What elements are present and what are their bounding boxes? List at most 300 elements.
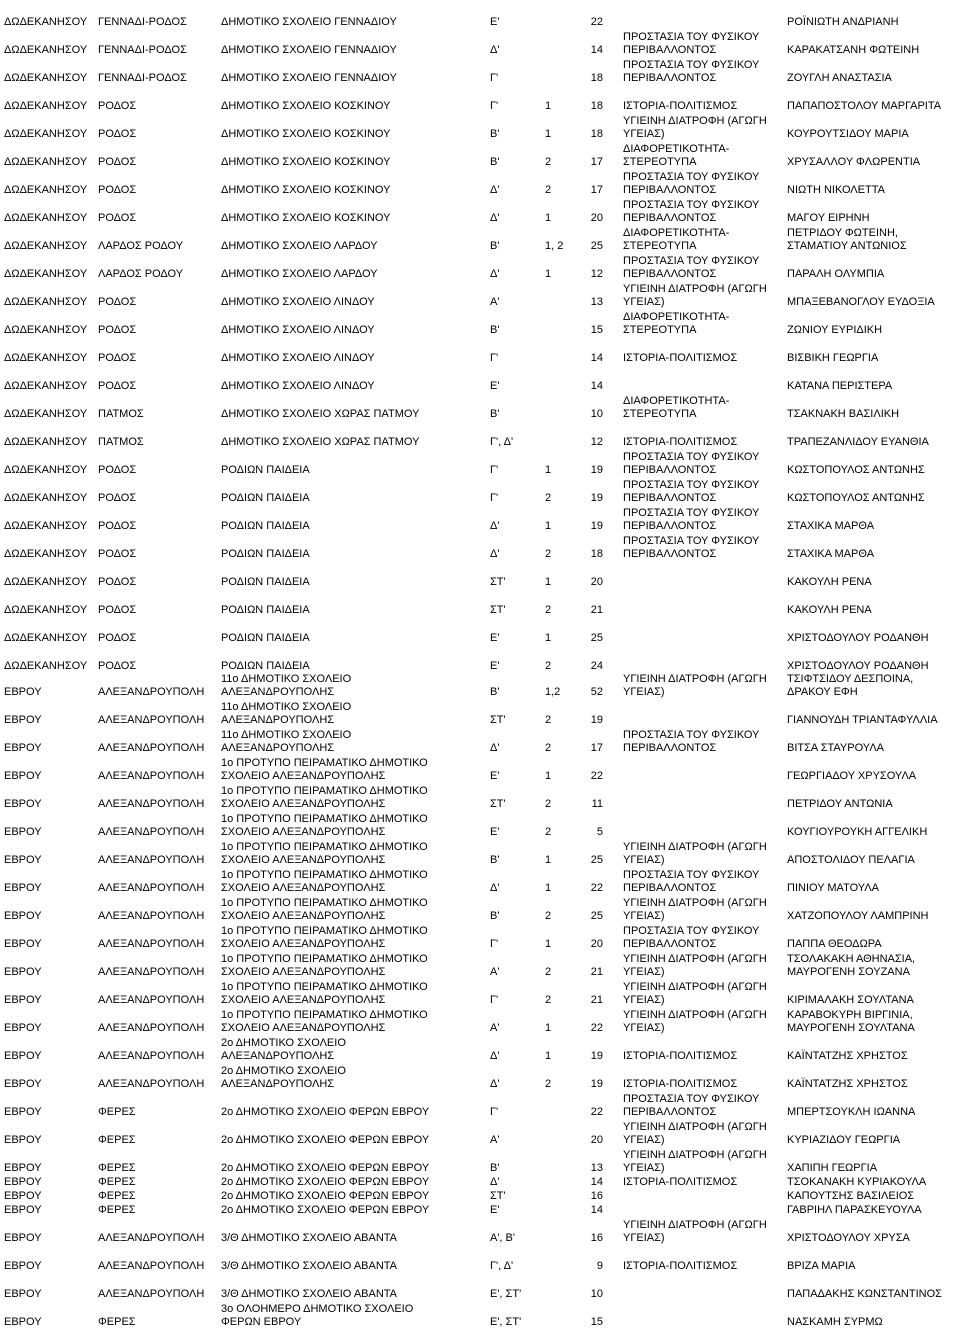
section-cell: 2 <box>545 966 552 978</box>
topic-cell: ΠΕΡΙΒΑΛΛΟΝΤΟΣ <box>623 882 717 894</box>
topic-cell: ΥΓΙΕΙΝΗ ΔΙΑΤΡΟΦΗ (ΑΓΩΓΗ <box>623 673 767 685</box>
school-cell: 1ο ΠΡΟΤΥΠΟ ΠΕΙΡΑΜΑΤΙΚΟ ΔΗΜΟΤΙΚΟ <box>221 869 428 881</box>
school-cell: ΣΧΟΛΕΙΟ ΑΛΕΞΑΝΔΡΟΥΠΟΛΗΣ <box>221 882 386 894</box>
school-cell: ΔΗΜΟΤΙΚΟ ΣΧΟΛΕΙΟ ΛΙΝΔΟΥ <box>221 380 375 392</box>
topic-cell: ΠΕΡΙΒΑΛΛΟΝΤΟΣ <box>623 938 717 950</box>
students-cell: 18 <box>590 72 603 84</box>
school-cell: ΣΧΟΛΕΙΟ ΑΛΕΞΑΝΔΡΟΥΠΟΛΗΣ <box>221 798 386 810</box>
teacher-cell: ΧΡΥΣΑΛΛΟΥ ΦΛΩΡΕΝΤΙΑ <box>787 156 921 168</box>
students-cell: 25 <box>590 854 603 866</box>
topic-cell: ΠΡΟΣΤΑΣΙΑ ΤΟΥ ΦΥΣΙΚΟΥ <box>623 255 760 267</box>
school-cell: ΣΧΟΛΕΙΟ ΑΛΕΞΑΝΔΡΟΥΠΟΛΗΣ <box>221 1022 386 1034</box>
topic-cell: ΠΡΟΣΤΑΣΙΑ ΤΟΥ ΦΥΣΙΚΟΥ <box>623 1093 760 1105</box>
school-cell: ΔΗΜΟΤΙΚΟ ΣΧΟΛΕΙΟ ΚΟΣΚΙΝΟΥ <box>221 128 391 140</box>
region-cell: ΕΒΡΟΥ <box>4 1022 42 1034</box>
school-cell: ΑΛΕΞΑΝΔΡΟΥΠΟΛΗΣ <box>221 1050 335 1062</box>
teacher-cell: ΓΙΑΝΝΟΥΔΗ ΤΡΙΑΝΤΑΦΥΛΛΙΑ <box>787 714 938 726</box>
school-cell: ΔΗΜΟΤΙΚΟ ΣΧΟΛΕΙΟ ΧΩΡΑΣ ΠΑΤΜΟΥ <box>221 408 420 420</box>
students-cell: 17 <box>590 742 603 754</box>
section-cell: 2 <box>545 156 552 168</box>
city-cell: ΡΟΔΟΣ <box>98 352 137 364</box>
region-cell: ΔΩΔΕΚΑΝΗΣΟΥ <box>4 184 88 196</box>
students-cell: 52 <box>590 686 603 698</box>
topic-cell: ΥΓΙΕΙΝΗ ΔΙΑΤΡΟΦΗ (ΑΓΩΓΗ <box>623 1009 767 1021</box>
city-cell: ΑΛΕΞΑΝΔΡΟΥΠΟΛΗ <box>98 882 205 894</box>
grade-cell: Γ', Δ' <box>490 1260 514 1272</box>
city-cell: ΑΛΕΞΑΝΔΡΟΥΠΟΛΗ <box>98 1288 205 1300</box>
teacher-cell: ΧΡΙΣΤΟΔΟΥΛΟΥ ΡΟΔΑΝΘΗ <box>787 660 929 672</box>
grade-cell: Β' <box>490 1162 500 1174</box>
teacher-cell: ΜΑΓΟΥ ΕΙΡΗΝΗ <box>787 212 870 224</box>
students-cell: 12 <box>590 268 603 280</box>
school-cell: ΔΗΜΟΤΙΚΟ ΣΧΟΛΕΙΟ ΛΙΝΔΟΥ <box>221 352 375 364</box>
students-cell: 20 <box>590 576 603 588</box>
students-cell: 20 <box>590 212 603 224</box>
city-cell: ΡΟΔΟΣ <box>98 660 137 672</box>
region-cell: ΕΒΡΟΥ <box>4 882 42 894</box>
topic-cell: ΥΓΙΕΙΝΗ ΔΙΑΤΡΟΦΗ (ΑΓΩΓΗ <box>623 897 767 909</box>
grade-cell: Β' <box>490 128 500 140</box>
students-cell: 19 <box>590 492 603 504</box>
region-cell: ΕΒΡΟΥ <box>4 1106 42 1118</box>
teacher-cell: ΠΑΠΑΠΟΣΤΟΛΟΥ ΜΑΡΓΑΡΙΤΑ <box>787 100 942 112</box>
region-cell: ΕΒΡΟΥ <box>4 910 42 922</box>
students-cell: 16 <box>590 1232 603 1244</box>
grade-cell: ΣΤ' <box>490 576 506 588</box>
city-cell: ΠΑΤΜΟΣ <box>98 408 144 420</box>
school-cell: ΡΟΔΙΩΝ ΠΑΙΔΕΙΑ <box>221 632 310 644</box>
city-cell: ΑΛΕΞΑΝΔΡΟΥΠΟΛΗ <box>98 1050 205 1062</box>
city-cell: ΦΕΡΕΣ <box>98 1176 136 1188</box>
school-cell: ΦΕΡΩΝ ΕΒΡΟΥ <box>221 1316 302 1328</box>
region-cell: ΔΩΔΕΚΑΝΗΣΟΥ <box>4 72 88 84</box>
students-cell: 12 <box>590 436 603 448</box>
grade-cell: Β' <box>490 408 500 420</box>
city-cell: ΦΕΡΕΣ <box>98 1316 136 1328</box>
teacher-cell: ΤΣΑΚΝΑΚΗ ΒΑΣΙΛΙΚΗ <box>787 408 900 420</box>
grade-cell: Γ' <box>490 994 499 1006</box>
school-cell: ΔΗΜΟΤΙΚΟ ΣΧΟΛΕΙΟ ΛΙΝΔΟΥ <box>221 324 375 336</box>
teacher-cell: ΤΡΑΠΕΖΑΝΛΙΔΟΥ ΕΥΑΝΘΙΑ <box>787 436 929 448</box>
topic-cell: ΠΡΟΣΤΑΣΙΑ ΤΟΥ ΦΥΣΙΚΟΥ <box>623 31 760 43</box>
city-cell: ΓΕΝΝΑΔΙ-ΡΟΔΟΣ <box>98 44 187 56</box>
school-cell: 11ο ΔΗΜΟΤΙΚΟ ΣΧΟΛΕΙΟ <box>221 701 352 713</box>
school-cell: 3ο ΟΛΟΗΜΕΡΟ ΔΗΜΟΤΙΚΟ ΣΧΟΛΕΙΟ <box>221 1303 414 1315</box>
region-cell: ΕΒΡΟΥ <box>4 1162 42 1174</box>
section-cell: 1 <box>545 464 552 476</box>
students-cell: 21 <box>590 604 603 616</box>
students-cell: 10 <box>590 1288 603 1300</box>
teacher-cell: ΚΑΡΑΒΟΚΥΡΗ ΒΙΡΓΙΝΙΑ, <box>787 1009 913 1021</box>
section-cell: 1 <box>545 128 552 140</box>
section-cell: 1 <box>545 854 552 866</box>
grade-cell: Γ' <box>490 1106 499 1118</box>
school-cell: ΔΗΜΟΤΙΚΟ ΣΧΟΛΕΙΟ ΓΕΝΝΑΔΙΟΥ <box>221 72 397 84</box>
section-cell: 2 <box>545 910 552 922</box>
grade-cell: Β' <box>490 324 500 336</box>
topic-cell: ΙΣΤΟΡΙΑ-ΠΟΛΙΤΙΣΜΟΣ <box>623 352 738 364</box>
students-cell: 20 <box>590 1134 603 1146</box>
region-cell: ΕΒΡΟΥ <box>4 826 42 838</box>
teacher-cell: ΓΑΒΡΙΗΛ ΠΑΡΑΣΚΕΥΟΥΛΑ <box>787 1204 922 1216</box>
school-cell: 2ο ΔΗΜΟΤΙΚΟ ΣΧΟΛΕΙΟ <box>221 1065 346 1077</box>
city-cell: ΑΛΕΞΑΝΔΡΟΥΠΟΛΗ <box>98 826 205 838</box>
grade-cell: Γ' <box>490 72 499 84</box>
city-cell: ΡΟΔΟΣ <box>98 548 137 560</box>
region-cell: ΔΩΔΕΚΑΝΗΣΟΥ <box>4 520 88 532</box>
topic-cell: ΥΓΙΕΙΝΗ ΔΙΑΤΡΟΦΗ (ΑΓΩΓΗ <box>623 1149 767 1161</box>
school-cell: ΡΟΔΙΩΝ ΠΑΙΔΕΙΑ <box>221 464 310 476</box>
school-cell: ΔΗΜΟΤΙΚΟ ΣΧΟΛΕΙΟ ΚΟΣΚΙΝΟΥ <box>221 156 391 168</box>
section-cell: 2 <box>545 714 552 726</box>
students-cell: 22 <box>590 882 603 894</box>
school-cell: ΔΗΜΟΤΙΚΟ ΣΧΟΛΕΙΟ ΚΟΣΚΙΝΟΥ <box>221 212 391 224</box>
school-cell: 3/Θ ΔΗΜΟΤΙΚΟ ΣΧΟΛΕΙΟ ΑΒΑΝΤΑ <box>221 1288 398 1300</box>
students-cell: 10 <box>590 408 603 420</box>
teacher-cell: ΠΑΠΠΑ ΘΕΟΔΩΡΑ <box>787 938 882 950</box>
grade-cell: Β' <box>490 240 500 252</box>
grade-cell: Δ' <box>490 520 500 532</box>
topic-cell: ΥΓΕΙΑΣ) <box>623 910 665 922</box>
students-cell: 22 <box>590 1022 603 1034</box>
teacher-cell: ΤΣΙΦΤΣΙΔΟΥ ΔΕΣΠΟΙΝΑ, <box>787 673 914 685</box>
topic-cell: ΣΤΕΡΕΟΤΥΠΑ <box>623 156 697 168</box>
section-cell: 1 <box>545 520 552 532</box>
school-cell: ΡΟΔΙΩΝ ΠΑΙΔΕΙΑ <box>221 576 310 588</box>
region-cell: ΕΒΡΟΥ <box>4 1078 42 1090</box>
topic-cell: ΥΓΕΙΑΣ) <box>623 1232 665 1244</box>
school-cell: 2ο ΔΗΜΟΤΙΚΟ ΣΧΟΛΕΙΟ ΦΕΡΩΝ ΕΒΡΟΥ <box>221 1190 430 1202</box>
topic-cell: ΠΕΡΙΒΑΛΛΟΝΤΟΣ <box>623 44 717 56</box>
city-cell: ΡΟΔΟΣ <box>98 380 137 392</box>
region-cell: ΕΒΡΟΥ <box>4 1288 42 1300</box>
students-cell: 14 <box>590 1204 603 1216</box>
section-cell: 1 <box>545 1022 552 1034</box>
topic-cell: ΙΣΤΟΡΙΑ-ΠΟΛΙΤΙΣΜΟΣ <box>623 100 738 112</box>
grade-cell: Δ' <box>490 742 500 754</box>
city-cell: ΡΟΔΟΣ <box>98 324 137 336</box>
grade-cell: Δ' <box>490 184 500 196</box>
teacher-cell: ΣΤΑΜΑΤΙΟΥ ΑΝΤΩΝΙΟΣ <box>787 240 907 252</box>
students-cell: 5 <box>596 826 603 838</box>
teacher-cell: ΒΙΣΒΙΚΗ ΓΕΩΡΓΙΑ <box>787 352 879 364</box>
students-cell: 22 <box>590 770 603 782</box>
section-cell: 2 <box>545 548 552 560</box>
school-cell: 2ο ΔΗΜΟΤΙΚΟ ΣΧΟΛΕΙΟ ΦΕΡΩΝ ΕΒΡΟΥ <box>221 1204 430 1216</box>
school-cell: 1ο ΠΡΟΤΥΠΟ ΠΕΙΡΑΜΑΤΙΚΟ ΔΗΜΟΤΙΚΟ <box>221 785 428 797</box>
topic-cell: ΣΤΕΡΕΟΤΥΠΑ <box>623 240 697 252</box>
teacher-cell: ΒΡΙΖΑ ΜΑΡΙΑ <box>787 1260 856 1272</box>
topic-cell: ΥΓΕΙΑΣ) <box>623 994 665 1006</box>
region-cell: ΔΩΔΕΚΑΝΗΣΟΥ <box>4 408 88 420</box>
topic-cell: ΥΓΙΕΙΝΗ ΔΙΑΤΡΟΦΗ (ΑΓΩΓΗ <box>623 841 767 853</box>
school-cell: 2ο ΔΗΜΟΤΙΚΟ ΣΧΟΛΕΙΟ ΦΕΡΩΝ ΕΒΡΟΥ <box>221 1176 430 1188</box>
grade-cell: Δ' <box>490 1050 500 1062</box>
city-cell: ΑΛΕΞΑΝΔΡΟΥΠΟΛΗ <box>98 1260 205 1272</box>
students-cell: 13 <box>590 1162 603 1174</box>
topic-cell: ΣΤΕΡΕΟΤΥΠΑ <box>623 408 697 420</box>
region-cell: ΔΩΔΕΚΑΝΗΣΟΥ <box>4 576 88 588</box>
region-cell: ΔΩΔΕΚΑΝΗΣΟΥ <box>4 100 88 112</box>
grade-cell: Ε' <box>490 16 500 28</box>
city-cell: ΑΛΕΞΑΝΔΡΟΥΠΟΛΗ <box>98 714 205 726</box>
region-cell: ΔΩΔΕΚΑΝΗΣΟΥ <box>4 240 88 252</box>
region-cell: ΔΩΔΕΚΑΝΗΣΟΥ <box>4 380 88 392</box>
school-cell: ΣΧΟΛΕΙΟ ΑΛΕΞΑΝΔΡΟΥΠΟΛΗΣ <box>221 770 386 782</box>
teacher-cell: ΚΑΚΟΥΛΗ ΡΕΝΑ <box>787 604 872 616</box>
school-cell: ΡΟΔΙΩΝ ΠΑΙΔΕΙΑ <box>221 520 310 532</box>
school-cell: ΣΧΟΛΕΙΟ ΑΛΕΞΑΝΔΡΟΥΠΟΛΗΣ <box>221 910 386 922</box>
topic-cell: ΥΓΙΕΙΝΗ ΔΙΑΤΡΟΦΗ (ΑΓΩΓΗ <box>623 115 767 127</box>
topic-cell: ΠΕΡΙΒΑΛΛΟΝΤΟΣ <box>623 268 717 280</box>
topic-cell: ΠΡΟΣΤΑΣΙΑ ΤΟΥ ΦΥΣΙΚΟΥ <box>623 171 760 183</box>
school-cell: ΡΟΔΙΩΝ ΠΑΙΔΕΙΑ <box>221 604 310 616</box>
topic-cell: ΥΓΕΙΑΣ) <box>623 854 665 866</box>
section-cell: 1 <box>545 212 552 224</box>
school-cell: ΡΟΔΙΩΝ ΠΑΙΔΕΙΑ <box>221 660 310 672</box>
city-cell: ΡΟΔΟΣ <box>98 100 137 112</box>
city-cell: ΑΛΕΞΑΝΔΡΟΥΠΟΛΗ <box>98 854 205 866</box>
grade-cell: Ε' <box>490 632 500 644</box>
school-cell: ΡΟΔΙΩΝ ΠΑΙΔΕΙΑ <box>221 548 310 560</box>
school-cell: 1ο ΠΡΟΤΥΠΟ ΠΕΙΡΑΜΑΤΙΚΟ ΔΗΜΟΤΙΚΟ <box>221 1009 428 1021</box>
section-cell: 1 <box>545 770 552 782</box>
school-cell: ΣΧΟΛΕΙΟ ΑΛΕΞΑΝΔΡΟΥΠΟΛΗΣ <box>221 966 386 978</box>
section-cell: 1 <box>545 100 552 112</box>
school-cell: ΔΗΜΟΤΙΚΟ ΣΧΟΛΕΙΟ ΛΑΡΔΟΥ <box>221 268 378 280</box>
section-cell: 2 <box>545 742 552 754</box>
teacher-cell: ΚΩΣΤΟΠΟΥΛΟΣ ΑΝΤΩΝΗΣ <box>787 492 925 504</box>
section-cell: 2 <box>545 604 552 616</box>
topic-cell: ΠΡΟΣΤΑΣΙΑ ΤΟΥ ΦΥΣΙΚΟΥ <box>623 479 760 491</box>
topic-cell: ΥΓΙΕΙΝΗ ΔΙΑΤΡΟΦΗ (ΑΓΩΓΗ <box>623 981 767 993</box>
city-cell: ΑΛΕΞΑΝΔΡΟΥΠΟΛΗ <box>98 938 205 950</box>
grade-cell: Β' <box>490 854 500 866</box>
city-cell: ΑΛΕΞΑΝΔΡΟΥΠΟΛΗ <box>98 1232 205 1244</box>
topic-cell: ΠΕΡΙΒΑΛΛΟΝΤΟΣ <box>623 492 717 504</box>
students-cell: 14 <box>590 380 603 392</box>
region-cell: ΕΒΡΟΥ <box>4 1260 42 1272</box>
region-cell: ΔΩΔΕΚΑΝΗΣΟΥ <box>4 604 88 616</box>
school-cell: ΣΧΟΛΕΙΟ ΑΛΕΞΑΝΔΡΟΥΠΟΛΗΣ <box>221 938 386 950</box>
teacher-cell: ΚΑΪΝΤΑΤΖΗΣ ΧΡΗΣΤΟΣ <box>787 1078 908 1090</box>
students-cell: 15 <box>590 1316 603 1328</box>
students-cell: 18 <box>590 548 603 560</box>
school-cell: 1ο ΠΡΟΤΥΠΟ ΠΕΙΡΑΜΑΤΙΚΟ ΔΗΜΟΤΙΚΟ <box>221 925 428 937</box>
teacher-cell: ΔΡΑΚΟΥ ΕΦΗ <box>787 686 858 698</box>
topic-cell: ΥΓΕΙΑΣ) <box>623 128 665 140</box>
grade-cell: Ε', ΣΤ' <box>490 1316 522 1328</box>
teacher-cell: ΚΑΠΟΥΤΣΗΣ ΒΑΣΙΛΕΙΟΣ <box>787 1190 915 1202</box>
grade-cell: Α' <box>490 1134 500 1146</box>
city-cell: ΦΕΡΕΣ <box>98 1106 136 1118</box>
topic-cell: ΥΓΕΙΑΣ) <box>623 1022 665 1034</box>
teacher-cell: ΜΠΕΡΤΣΟΥΚΛΗ ΙΩΑΝΝΑ <box>787 1106 916 1118</box>
city-cell: ΑΛΕΞΑΝΔΡΟΥΠΟΛΗ <box>98 742 205 754</box>
teacher-cell: ΠΕΤΡΙΔΟΥ ΦΩΤΕΙΝΗ, <box>787 227 898 239</box>
grade-cell: Ε', ΣΤ' <box>490 1288 522 1300</box>
region-cell: ΔΩΔΕΚΑΝΗΣΟΥ <box>4 660 88 672</box>
school-cell: ΑΛΕΞΑΝΔΡΟΥΠΟΛΗΣ <box>221 1078 335 1090</box>
topic-cell: ΙΣΤΟΡΙΑ-ΠΟΛΙΤΙΣΜΟΣ <box>623 1050 738 1062</box>
city-cell: ΡΟΔΟΣ <box>98 464 137 476</box>
school-cell: 2ο ΔΗΜΟΤΙΚΟ ΣΧΟΛΕΙΟ <box>221 1037 346 1049</box>
region-cell: ΔΩΔΕΚΑΝΗΣΟΥ <box>4 548 88 560</box>
city-cell: ΑΛΕΞΑΝΔΡΟΥΠΟΛΗ <box>98 1078 205 1090</box>
students-cell: 14 <box>590 1176 603 1188</box>
topic-cell: ΠΕΡΙΒΑΛΛΟΝΤΟΣ <box>623 184 717 196</box>
teacher-cell: ΑΠΟΣΤΟΛΙΔΟΥ ΠΕΛΑΓΙΑ <box>787 854 915 866</box>
topic-cell: ΠΡΟΣΤΑΣΙΑ ΤΟΥ ΦΥΣΙΚΟΥ <box>623 199 760 211</box>
students-cell: 22 <box>590 16 603 28</box>
grade-cell: Β' <box>490 156 500 168</box>
school-cell: 1ο ΠΡΟΤΥΠΟ ΠΕΙΡΑΜΑΤΙΚΟ ΔΗΜΟΤΙΚΟ <box>221 953 428 965</box>
students-cell: 19 <box>590 1078 603 1090</box>
school-cell: 3/Θ ΔΗΜΟΤΙΚΟ ΣΧΟΛΕΙΟ ΑΒΑΝΤΑ <box>221 1260 398 1272</box>
school-cell: 2ο ΔΗΜΟΤΙΚΟ ΣΧΟΛΕΙΟ ΦΕΡΩΝ ΕΒΡΟΥ <box>221 1106 430 1118</box>
topic-cell: ΠΕΡΙΒΑΛΛΟΝΤΟΣ <box>623 1106 717 1118</box>
grade-cell: Ε' <box>490 380 500 392</box>
topic-cell: ΠΡΟΣΤΑΣΙΑ ΤΟΥ ΦΥΣΙΚΟΥ <box>623 59 760 71</box>
students-cell: 13 <box>590 296 603 308</box>
school-cell: 1ο ΠΡΟΤΥΠΟ ΠΕΙΡΑΜΑΤΙΚΟ ΔΗΜΟΤΙΚΟ <box>221 897 428 909</box>
teacher-cell: ΧΡΙΣΤΟΔΟΥΛΟΥ ΧΡΥΣΑ <box>787 1232 910 1244</box>
region-cell: ΕΒΡΟΥ <box>4 994 42 1006</box>
students-cell: 19 <box>590 714 603 726</box>
topic-cell: ΔΙΑΦΟΡΕΤΙΚΟΤΗΤΑ- <box>623 143 730 155</box>
grade-cell: Ε' <box>490 826 500 838</box>
topic-cell: ΥΓΕΙΑΣ) <box>623 1134 665 1146</box>
students-cell: 20 <box>590 938 603 950</box>
teacher-cell: ΚΥΡΙΑΖΙΔΟΥ ΓΕΩΡΓΙΑ <box>787 1134 901 1146</box>
students-cell: 16 <box>590 1190 603 1202</box>
school-cell: ΔΗΜΟΤΙΚΟ ΣΧΟΛΕΙΟ ΚΟΣΚΙΝΟΥ <box>221 100 391 112</box>
topic-cell: ΔΙΑΦΟΡΕΤΙΚΟΤΗΤΑ- <box>623 395 730 407</box>
school-cell: 11ο ΔΗΜΟΤΙΚΟ ΣΧΟΛΕΙΟ <box>221 729 352 741</box>
topic-cell: ΠΕΡΙΒΑΛΛΟΝΤΟΣ <box>623 520 717 532</box>
topic-cell: ΠΡΟΣΤΑΣΙΑ ΤΟΥ ΦΥΣΙΚΟΥ <box>623 869 760 881</box>
city-cell: ΑΛΕΞΑΝΔΡΟΥΠΟΛΗ <box>98 1022 205 1034</box>
school-cell: ΡΟΔΙΩΝ ΠΑΙΔΕΙΑ <box>221 492 310 504</box>
region-cell: ΔΩΔΕΚΑΝΗΣΟΥ <box>4 436 88 448</box>
school-cell: ΣΧΟΛΕΙΟ ΑΛΕΞΑΝΔΡΟΥΠΟΛΗΣ <box>221 826 386 838</box>
students-cell: 25 <box>590 632 603 644</box>
region-cell: ΔΩΔΕΚΑΝΗΣΟΥ <box>4 324 88 336</box>
school-cell: ΔΗΜΟΤΙΚΟ ΣΧΟΛΕΙΟ ΧΩΡΑΣ ΠΑΤΜΟΥ <box>221 436 420 448</box>
city-cell: ΦΕΡΕΣ <box>98 1134 136 1146</box>
city-cell: ΡΟΔΟΣ <box>98 492 137 504</box>
teacher-cell: ΣΤΑΧΙΚΑ ΜΑΡΘΑ <box>787 520 875 532</box>
city-cell: ΡΟΔΟΣ <box>98 576 137 588</box>
students-cell: 9 <box>596 1260 603 1272</box>
city-cell: ΑΛΕΞΑΝΔΡΟΥΠΟΛΗ <box>98 994 205 1006</box>
topic-cell: ΙΣΤΟΡΙΑ-ΠΟΛΙΤΙΣΜΟΣ <box>623 1176 738 1188</box>
city-cell: ΑΛΕΞΑΝΔΡΟΥΠΟΛΗ <box>98 686 205 698</box>
city-cell: ΓΕΝΝΑΔΙ-ΡΟΔΟΣ <box>98 16 187 28</box>
teacher-cell: ΣΤΑΧΙΚΑ ΜΑΡΘΑ <box>787 548 875 560</box>
region-cell: ΔΩΔΕΚΑΝΗΣΟΥ <box>4 268 88 280</box>
region-cell: ΔΩΔΕΚΑΝΗΣΟΥ <box>4 128 88 140</box>
region-cell: ΕΒΡΟΥ <box>4 1316 42 1328</box>
region-cell: ΔΩΔΕΚΑΝΗΣΟΥ <box>4 296 88 308</box>
topic-cell: ΥΓΙΕΙΝΗ ΔΙΑΤΡΟΦΗ (ΑΓΩΓΗ <box>623 283 767 295</box>
section-cell: 2 <box>545 798 552 810</box>
city-cell: ΛΑΡΔΟΣ ΡΟΔΟΥ <box>98 240 184 252</box>
city-cell: ΦΕΡΕΣ <box>98 1204 136 1216</box>
students-cell: 17 <box>590 184 603 196</box>
grade-cell: Α' <box>490 1022 500 1034</box>
teacher-cell: ΧΑΤΖΟΠΟΥΛΟΥ ΛΑΜΠΡΙΝΗ <box>787 910 929 922</box>
school-cell: 1ο ΠΡΟΤΥΠΟ ΠΕΙΡΑΜΑΤΙΚΟ ΔΗΜΟΤΙΚΟ <box>221 841 428 853</box>
city-cell: ΡΟΔΟΣ <box>98 184 137 196</box>
teacher-cell: ΝΑΣΚΑΜΗ ΣΥΡΜΩ <box>787 1316 883 1328</box>
topic-cell: ΠΕΡΙΒΑΛΛΟΝΤΟΣ <box>623 464 717 476</box>
topic-cell: ΠΡΟΣΤΑΣΙΑ ΤΟΥ ΦΥΣΙΚΟΥ <box>623 925 760 937</box>
school-cell: 1ο ΠΡΟΤΥΠΟ ΠΕΙΡΑΜΑΤΙΚΟ ΔΗΜΟΤΙΚΟ <box>221 813 428 825</box>
teacher-cell: ΚΑΡΑΚΑΤΣΑΝΗ ΦΩΤΕΙΝΗ <box>787 44 920 56</box>
teacher-cell: ΜΠΑΞΕΒΑΝΟΓΛΟΥ ΕΥΔΟΞΙΑ <box>787 296 935 308</box>
topic-cell: ΠΕΡΙΒΑΛΛΟΝΤΟΣ <box>623 72 717 84</box>
region-cell: ΕΒΡΟΥ <box>4 1050 42 1062</box>
region-cell: ΕΒΡΟΥ <box>4 1232 42 1244</box>
teacher-cell: ΜΑΥΡΟΓΕΝΗ ΣΟΥΛΤΑΝΑ <box>787 1022 915 1034</box>
teacher-cell: ΚΟΥΓΙΟΥΡΟΥΚΗ ΑΓΓΕΛΙΚΗ <box>787 826 928 838</box>
city-cell: ΦΕΡΕΣ <box>98 1190 136 1202</box>
section-cell: 1 <box>545 632 552 644</box>
grade-cell: Δ' <box>490 1176 500 1188</box>
students-cell: 22 <box>590 1106 603 1118</box>
grade-cell: Γ' <box>490 464 499 476</box>
city-cell: ΡΟΔΟΣ <box>98 296 137 308</box>
school-cell: ΔΗΜΟΤΙΚΟ ΣΧΟΛΕΙΟ ΚΟΣΚΙΝΟΥ <box>221 184 391 196</box>
teacher-cell: ΚΑΪΝΤΑΤΖΗΣ ΧΡΗΣΤΟΣ <box>787 1050 908 1062</box>
school-cell: 2ο ΔΗΜΟΤΙΚΟ ΣΧΟΛΕΙΟ ΦΕΡΩΝ ΕΒΡΟΥ <box>221 1162 430 1174</box>
teacher-cell: ΝΙΩΤΗ ΝΙΚΟΛΕΤΤΑ <box>787 184 885 196</box>
region-cell: ΕΒΡΟΥ <box>4 966 42 978</box>
topic-cell: ΥΓΙΕΙΝΗ ΔΙΑΤΡΟΦΗ (ΑΓΩΓΗ <box>623 953 767 965</box>
topic-cell: ΥΓΙΕΙΝΗ ΔΙΑΤΡΟΦΗ (ΑΓΩΓΗ <box>623 1219 767 1231</box>
topic-cell: ΠΡΟΣΤΑΣΙΑ ΤΟΥ ΦΥΣΙΚΟΥ <box>623 535 760 547</box>
school-cell: ΣΧΟΛΕΙΟ ΑΛΕΞΑΝΔΡΟΥΠΟΛΗΣ <box>221 994 386 1006</box>
city-cell: ΡΟΔΟΣ <box>98 604 137 616</box>
section-cell: 1 <box>545 576 552 588</box>
topic-cell: ΥΓΕΙΑΣ) <box>623 296 665 308</box>
school-cell: ΔΗΜΟΤΙΚΟ ΣΧΟΛΕΙΟ ΛΙΝΔΟΥ <box>221 296 375 308</box>
students-cell: 25 <box>590 240 603 252</box>
topic-cell: ΥΓΙΕΙΝΗ ΔΙΑΤΡΟΦΗ (ΑΓΩΓΗ <box>623 1121 767 1133</box>
topic-cell: ΣΤΕΡΕΟΤΥΠΑ <box>623 324 697 336</box>
grade-cell: Γ' <box>490 100 499 112</box>
city-cell: ΛΑΡΔΟΣ ΡΟΔΟΥ <box>98 268 184 280</box>
teacher-cell: ΤΣΟΛΑΚΑΚΗ ΑΘΗΝΑΣΙΑ, <box>787 953 916 965</box>
school-cell: ΑΛΕΞΑΝΔΡΟΥΠΟΛΗΣ <box>221 686 335 698</box>
section-cell: 2 <box>545 994 552 1006</box>
region-cell: ΕΒΡΟΥ <box>4 770 42 782</box>
grade-cell: Ε' <box>490 770 500 782</box>
section-cell: 1 <box>545 882 552 894</box>
section-cell: 1 <box>545 938 552 950</box>
students-cell: 25 <box>590 910 603 922</box>
city-cell: ΡΟΔΟΣ <box>98 128 137 140</box>
section-cell: 2 <box>545 1078 552 1090</box>
school-cell: ΑΛΕΞΑΝΔΡΟΥΠΟΛΗΣ <box>221 742 335 754</box>
students-cell: 19 <box>590 464 603 476</box>
teacher-cell: ΠΑΡΑΛΗ ΟΛΥΜΠΙΑ <box>787 268 885 280</box>
school-cell: ΔΗΜΟΤΙΚΟ ΣΧΟΛΕΙΟ ΓΕΝΝΑΔΙΟΥ <box>221 44 397 56</box>
section-cell: 2 <box>545 826 552 838</box>
teacher-cell: ΖΩΝΙΟΥ ΕΥΡΙΔΙΚΗ <box>787 324 883 336</box>
grade-cell: ΣΤ' <box>490 604 506 616</box>
